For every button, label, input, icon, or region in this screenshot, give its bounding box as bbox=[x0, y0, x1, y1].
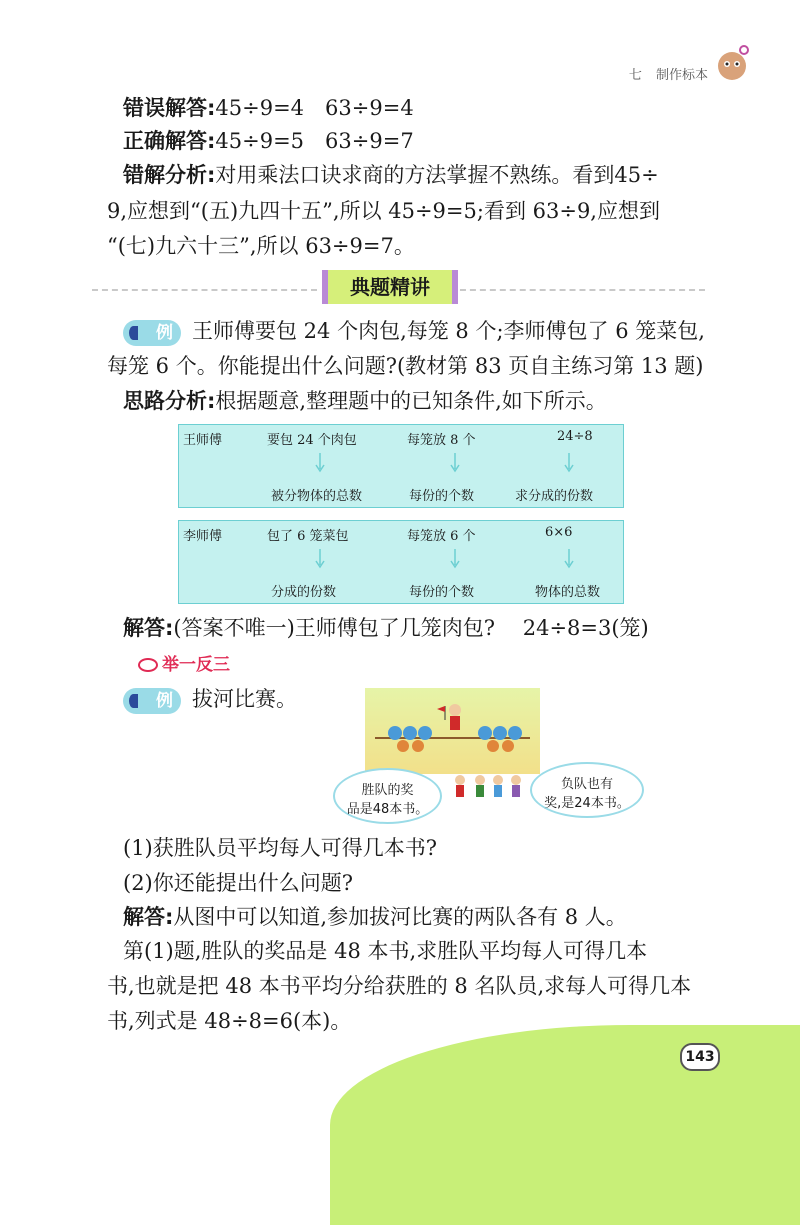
analysis-label: 错解分析: bbox=[123, 163, 216, 187]
answer2-text: 从图中可以知道,参加拔河比赛的两队各有 8 人。 bbox=[173, 905, 627, 929]
condition-table-wang bbox=[178, 424, 624, 508]
down-arrow-icon bbox=[449, 549, 461, 569]
decorative-wave bbox=[330, 1025, 800, 1225]
correct-answer-line bbox=[123, 126, 414, 156]
bubble-text: 负队也有 bbox=[560, 777, 613, 792]
divider-left bbox=[92, 289, 317, 291]
question-2: (2)你还能提出什么问题? bbox=[123, 871, 354, 895]
juyi-heading: 举一反三 bbox=[162, 655, 230, 675]
down-arrow-icon bbox=[563, 549, 575, 569]
wrong-answer-line bbox=[123, 93, 414, 123]
example2-text: 拔河比赛。 bbox=[192, 687, 297, 711]
table-cell: 每笼放 6 个 bbox=[407, 529, 476, 544]
page-number: 143 bbox=[680, 1043, 720, 1071]
down-arrow-icon bbox=[314, 453, 326, 473]
correct-answer-text: 45÷9=5 63÷9=7 bbox=[215, 129, 414, 153]
answer2-paragraph-3: 书,列式是 48÷8=6(本)。 bbox=[107, 1009, 352, 1033]
table-cell: 求分成的份数 bbox=[515, 489, 594, 504]
answer1-text: (答案不唯一)王师傅包了几笼肉包? 24÷8=3(笼) bbox=[173, 616, 649, 640]
children-figures bbox=[450, 772, 530, 802]
speech-bubble-right bbox=[530, 762, 644, 818]
answer2-label: 解答: bbox=[123, 905, 174, 929]
chapter-header bbox=[619, 64, 708, 83]
thinking-label: 思路分析: bbox=[123, 389, 216, 413]
example1-line-1: 王师傅要包 24 个肉包,每笼 8 个;李师傅包了 6 笼菜包, bbox=[192, 319, 705, 343]
answer2-line bbox=[123, 902, 627, 932]
chapter-title: 制作标本 bbox=[655, 68, 708, 83]
table-row-label: 王师傅 bbox=[183, 433, 223, 448]
thinking-text: 根据题意,整理题中的已知条件,如下所示。 bbox=[215, 389, 607, 413]
wrong-answer-text: 45÷9=4 63÷9=4 bbox=[215, 96, 414, 120]
wrong-answer-label: 错误解答: bbox=[123, 96, 216, 120]
analysis-line-1 bbox=[123, 160, 659, 190]
answer2-paragraph-1: 第(1)题,胜队的奖品是 48 本书,求胜队平均每人可得几本 bbox=[123, 939, 648, 963]
down-arrow-icon bbox=[449, 453, 461, 473]
down-arrow-icon bbox=[314, 549, 326, 569]
divider-right bbox=[450, 289, 705, 291]
table-cell: 24÷8 bbox=[557, 429, 593, 444]
analysis-line-2: 9,应想到“(五)九四十五”,所以 45÷9=5;看到 63÷9,应想到 bbox=[107, 199, 660, 223]
table-cell: 被分物体的总数 bbox=[271, 489, 363, 504]
thinking-line bbox=[123, 386, 607, 416]
table-cell: 每份的个数 bbox=[409, 489, 475, 504]
table-cell: 每笼放 8 个 bbox=[407, 433, 476, 448]
eye-icon bbox=[138, 658, 158, 672]
table-cell: 要包 24 个肉包 bbox=[267, 433, 357, 448]
condition-table-li bbox=[178, 520, 624, 604]
analysis-line-3: “(七)九六十三”,所以 63÷9=7。 bbox=[107, 234, 415, 258]
bubble-text: 胜队的奖 bbox=[361, 783, 414, 798]
chapter-number: 七 bbox=[628, 68, 642, 83]
mascot-icon bbox=[712, 44, 752, 84]
answer1-label: 解答: bbox=[123, 616, 174, 640]
bubble-text: 品是48本书。 bbox=[346, 802, 429, 817]
table-row-label: 李师傅 bbox=[183, 529, 223, 544]
correct-answer-label: 正确解答: bbox=[123, 129, 216, 153]
analysis-text-1: 对用乘法口诀求商的方法掌握不熟练。看到45÷ bbox=[215, 163, 659, 187]
example1-line-2: 每笼 6 个。你能提出什么问题?(教材第 83 页自主练习第 13 题) bbox=[107, 354, 704, 378]
tug-of-war-illustration bbox=[365, 688, 540, 774]
answer2-paragraph-2: 书,也就是把 48 本书平均分给获胜的 8 名队员,求每人可得几本 bbox=[107, 974, 692, 998]
table-cell: 包了 6 笼菜包 bbox=[267, 529, 349, 544]
table-cell: 分成的份数 bbox=[271, 585, 337, 600]
down-arrow-icon bbox=[563, 453, 575, 473]
speech-bubble-left bbox=[333, 768, 442, 824]
question-1: (1)获胜队员平均每人可得几本书? bbox=[123, 836, 438, 860]
table-cell: 物体的总数 bbox=[535, 585, 601, 600]
bubble-text: 奖,是24本书。 bbox=[544, 796, 630, 811]
table-cell: 6×6 bbox=[545, 525, 573, 540]
example-tag: 例 bbox=[123, 320, 181, 346]
answer1-line bbox=[123, 613, 649, 643]
table-cell: 每份的个数 bbox=[409, 585, 475, 600]
section-title: 典题精讲 bbox=[322, 270, 458, 304]
example-tag: 例 bbox=[123, 688, 181, 714]
